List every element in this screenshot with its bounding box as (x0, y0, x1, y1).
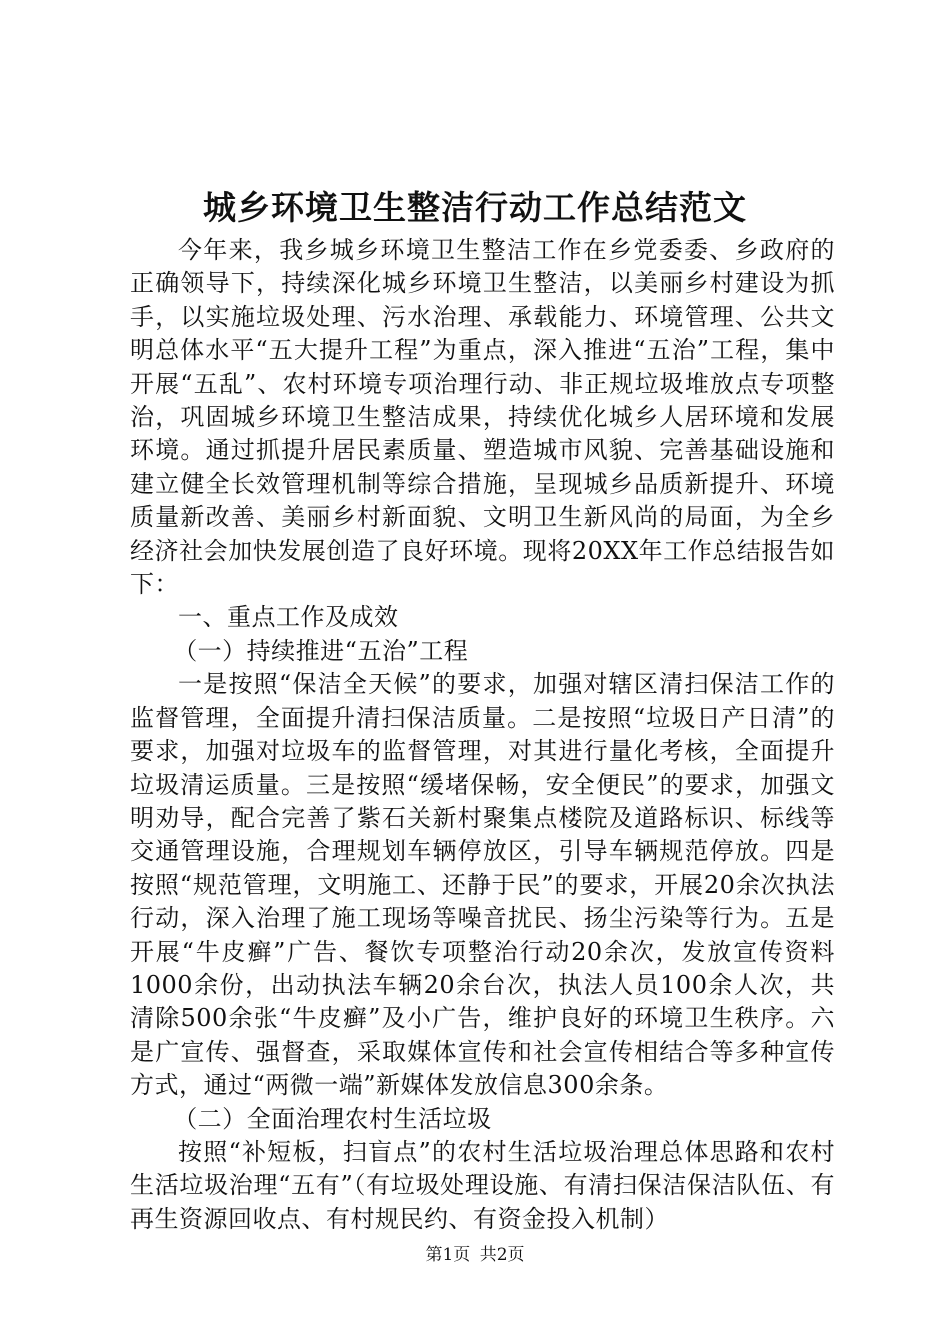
intro-paragraph: 今年来，我乡城乡环境卫生整洁工作在乡党委委、乡政府的正确领导下，持续深化城乡环境卫生整洁，以美丽乡村建设为抓手，以实施垃圾处理、污水治理、承载能力、环境管理、公共文明总体水平“五大提升工程”为重点，深入推进“五治”工程，集中开展“五乱”、农村环境专项治理行动、非正规垃圾堆放点专项整治，巩固城乡环境卫生整洁成果，持续优化城乡人居环境和发展环境。通过抓提升居民素质量、塑造城市风貌、完善基础设施和建立健全长效管理机制等综合措施，呈现城乡品质新提升、环境质量新改善、美丽乡村新面貌、文明卫生新风尚的局面，为全乡经济社会加快发展创造了良好环境。现将20XX年工作总结报告如下： (130, 236, 835, 599)
body-paragraph-1: 一是按照“保洁全天候”的要求，加强对辖区清扫保洁工作的监督管理，全面提升清扫保洁质量。二是按照“垃圾日产日清”的要求，加强对垃圾车的监督管理，对其进行量化考核，全面提升垃圾清运质量。三是按照“缓堵保畅，安全便民”的要求，加强文明劝导，配合完善了紫石关新村聚集点楼院及道路标识、标线等交通管理设施，合理规划车辆停放区，引导车辆规范停放。四是按照“规范管理，文明施工、还静于民”的要求，开展20余次执法行动，深入治理了施工现场等噪音扰民、扬尘污染等行为。五是开展“牛皮癣”广告、餐饮专项整治行动20余次，发放宣传资料1000余份，出动执法车辆20余台次，执法人员100余人次，共清除500余张“牛皮癣”及小广告，维护良好的环境卫生秩序。六是广宣传、强督查，采取媒体宣传和社会宣传相结合等多种宣传方式，通过“两微一端”新媒体发放信息300余条。 (130, 670, 835, 1100)
subsection-heading-2: （二）全面治理农村生活垃圾 (173, 1104, 492, 1133)
document-body (130, 234, 835, 1236)
page-number-footer: 第1页 共2页 (425, 1245, 525, 1265)
subsection-heading-1: （一）持续推进“五治”工程 (173, 636, 469, 665)
section-heading-1: 一、重点工作及成效 (178, 603, 399, 632)
document-title: 城乡环境卫生整洁行动工作总结范文 (203, 188, 747, 227)
body-paragraph-2: 按照“补短板，扫盲点”的农村生活垃圾治理总体思路和农村生活垃圾治理“五有”（有垃圾处理设施、有清扫保洁保洁队伍、有再生资源回收点、有村规民约、有资金投入机制） (130, 1137, 835, 1233)
